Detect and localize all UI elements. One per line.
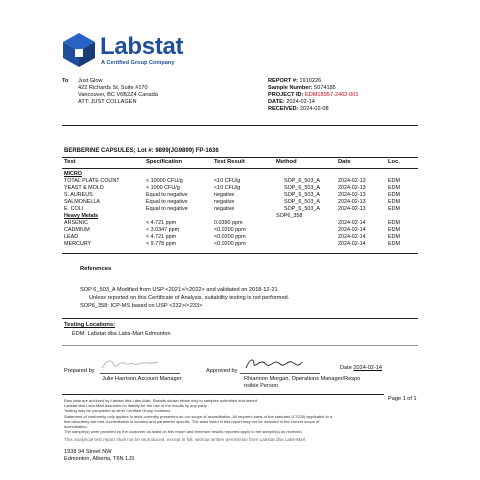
cell-date: 2024-02-13 bbox=[338, 206, 366, 212]
disclaimer bbox=[64, 398, 414, 434]
cell-loc: EDM bbox=[388, 220, 400, 226]
cell-loc: EDM bbox=[388, 199, 400, 205]
cell-loc: EDM bbox=[388, 185, 400, 191]
header-loc: Loc. bbox=[388, 159, 400, 165]
prepared-signature-line bbox=[100, 373, 180, 374]
references-list bbox=[80, 286, 289, 310]
cell-result: <0.0200 ppm bbox=[214, 227, 246, 233]
cell-date: 2024-02-13 bbox=[338, 199, 366, 205]
recipient-line: Just Glow bbox=[78, 78, 103, 84]
cell-test: MERCURY bbox=[64, 241, 92, 247]
table-top-rule bbox=[62, 157, 418, 158]
divider bbox=[62, 394, 384, 395]
cell-test: SALMONELLA bbox=[64, 199, 100, 205]
cell-method: SOP_6_503_A bbox=[284, 185, 320, 191]
reference-line: SOP 6_503_A Modified from USP <2021>/<2022> and validated on 2018-12-21 bbox=[80, 287, 278, 293]
cell-result: negative bbox=[214, 192, 235, 198]
cell-test: YEAST & MOLD bbox=[64, 185, 104, 191]
table-bottom-rule bbox=[62, 253, 418, 254]
table-row bbox=[64, 192, 416, 199]
cell-loc: EDM bbox=[388, 178, 400, 184]
testing-location-line: EDM: Labstat dba Labs-Mart Edmonton bbox=[72, 331, 171, 337]
prepared-signature-image bbox=[100, 356, 160, 372]
cell-result: <0.0200 ppm bbox=[214, 241, 246, 247]
cell-spec: < 3.0347 ppm bbox=[146, 227, 180, 233]
header-method: Method bbox=[276, 159, 297, 165]
recipient-line: ATT: JUST COLLAGEN bbox=[78, 98, 137, 105]
signature-date bbox=[340, 365, 382, 372]
cell-method: SOP_6_503_A bbox=[284, 199, 320, 205]
cell-result: negative bbox=[214, 206, 235, 212]
logo-wordmark: Labstat bbox=[100, 33, 184, 60]
header-date: Date bbox=[338, 159, 351, 165]
disclaimer-line: Statement of conformity only applies to tests currently presented on our scope of accreditation. All required parts of the standard (17025) applicable to a bbox=[64, 413, 333, 419]
table-row bbox=[64, 241, 416, 248]
page-number: Page 1 of 1 bbox=[388, 396, 417, 402]
cell-date: 2024-02-14 bbox=[338, 220, 366, 226]
cell-test: LEAD bbox=[64, 234, 79, 240]
table-header bbox=[64, 159, 416, 166]
cell-spec: < 9.778 ppm bbox=[146, 241, 177, 247]
cell-date: 2024-02-13 bbox=[338, 185, 366, 191]
project-id-label: PROJECT ID: bbox=[268, 91, 304, 98]
received-label: RECEIVED: bbox=[268, 105, 299, 112]
cell-loc: EDM bbox=[388, 234, 400, 240]
reference-line: Unless reported on this Certificate of Analysis, suitability testing is not performed. bbox=[89, 295, 290, 301]
cell-result: 0.0390 ppm bbox=[214, 220, 243, 226]
section-heavy-metals: Heavy Metals bbox=[64, 213, 99, 219]
approved-name-line-2: nsible Person bbox=[244, 382, 278, 389]
report-number-label: REPORT #: bbox=[268, 78, 298, 84]
cell-spec: Equal to negative bbox=[146, 192, 188, 198]
section-heavy-metals-row bbox=[64, 213, 416, 220]
disclaimer-line: The sample(s) were provided by the customer as listed on this report and therefore results reported apply to the sample(s) as received. bbox=[64, 429, 303, 435]
sample-number-label: Sample Number: bbox=[268, 84, 313, 91]
reproduction-note: This analytical test report shall not be reproduced, except in full, without written permission from Labstat dba Labs-Mart bbox=[64, 437, 306, 442]
references-title: References bbox=[80, 266, 112, 272]
disclaimer-line: Labstat dba Labs-Mart assumes no liability for the use of the results by any party. bbox=[64, 403, 208, 409]
cell-test: ARSENIC bbox=[64, 220, 88, 226]
approved-by-name bbox=[244, 376, 360, 390]
cell-spec: Equal to negative bbox=[146, 199, 188, 205]
prepared-by-label: Prepared by bbox=[64, 368, 95, 374]
approved-name-line-1: Rhiannon Morgan, Operations Manager/Respo bbox=[244, 376, 361, 382]
prepared-by-name: Julie Harrison,Account Manager bbox=[102, 376, 182, 382]
table-row bbox=[64, 199, 416, 206]
project-id: EDM18957-2402-001 bbox=[305, 91, 359, 98]
cell-loc: EDM bbox=[388, 227, 400, 233]
disclaimer-line: accreditation. bbox=[64, 424, 88, 430]
disclaimer-line: Raw data are archived by Labstat dba Labs-Mart. Results shown relate only to samples submitted and tested. bbox=[64, 398, 259, 403]
table-header-rule bbox=[62, 168, 418, 169]
footer-address-line: 1938 94 Street NW bbox=[64, 449, 112, 455]
header-test-result: Test Result bbox=[214, 159, 245, 165]
report-info bbox=[268, 78, 359, 113]
cell-date: 2024-02-13 bbox=[338, 178, 366, 184]
cell-spec: < 10000 CFU/g bbox=[146, 178, 183, 184]
footer-address bbox=[64, 449, 134, 463]
cell-date: 2024-02-13 bbox=[338, 192, 366, 198]
disclaimer-line: Testing may be completed at other Certified Group locations. bbox=[64, 408, 172, 414]
logo-tagline: A Certified Group Company bbox=[101, 60, 175, 66]
approved-signature-image bbox=[244, 354, 304, 372]
header-specification: Specification bbox=[146, 159, 183, 165]
date-label: DATE: bbox=[268, 98, 285, 105]
section-micro: MICRO bbox=[64, 171, 82, 177]
cell-result: negative bbox=[214, 199, 235, 205]
cell-spec: < 1000 CFU/g bbox=[146, 185, 180, 191]
labstat-logo bbox=[62, 30, 202, 70]
footer-address-line: Edmonton, Alberta, T6N 1J3 bbox=[64, 455, 135, 462]
recipient-line: 422 Richards St, Suite #170 bbox=[78, 84, 148, 91]
cell-spec: < 4.721 ppm bbox=[146, 220, 177, 226]
cell-loc: EDM bbox=[388, 192, 400, 198]
divider bbox=[62, 125, 418, 126]
report-number: 1910226 bbox=[299, 78, 322, 84]
table-row bbox=[64, 234, 416, 241]
cell-method: SOP_6_503_A bbox=[284, 178, 320, 184]
sample-number: 5074185 bbox=[314, 84, 336, 91]
divider bbox=[62, 345, 418, 346]
cell-loc: EDM bbox=[388, 241, 400, 247]
cell-result: <10 CFU/g bbox=[214, 185, 241, 191]
cell-test: E. COLI bbox=[64, 206, 84, 212]
reference-line: SOP6_358: ICP-MS based on USP <232>/<233> bbox=[80, 303, 203, 309]
cell-test: TOTAL PLATE COUNT bbox=[64, 178, 120, 184]
cell-result: <10 CFU/g bbox=[214, 178, 241, 184]
cell-method: SOP_6_503_A bbox=[284, 192, 320, 198]
table-row bbox=[64, 220, 416, 227]
cell-test: CADMIUM bbox=[64, 227, 90, 233]
table-row bbox=[64, 178, 416, 185]
approved-signature-line bbox=[240, 373, 320, 374]
header-test: Test bbox=[64, 159, 76, 165]
to-label: To bbox=[62, 78, 69, 84]
disclaimer-line: test laboratory are met. Accreditation is location and parameter specific. The tests listed in this report may not be included in the current scope of bbox=[64, 418, 320, 424]
heavy-metals-method: SOP6_358 bbox=[276, 213, 303, 219]
cell-spec: Equal to negative bbox=[146, 206, 188, 212]
cell-loc: EDM bbox=[388, 206, 400, 212]
table-row bbox=[64, 206, 416, 213]
report-date: 2024-02-14 bbox=[286, 98, 315, 105]
table-row bbox=[64, 227, 416, 234]
signature-date-value: 2024-02-14 bbox=[353, 365, 383, 371]
cell-test: S. AUREUS bbox=[64, 192, 93, 198]
labstat-cube-icon bbox=[62, 32, 96, 68]
table-row bbox=[64, 185, 416, 192]
divider bbox=[62, 318, 418, 319]
signature-date-label: Date bbox=[340, 365, 352, 371]
cell-date: 2024-02-14 bbox=[338, 241, 366, 247]
cell-method: SOP_6_503_A bbox=[284, 206, 320, 212]
product-line: BERBERINE CAPSULES; Lot #: 9899(JG9899) FP-1636 bbox=[64, 148, 219, 154]
recipient-line: Vancouver, BC V6B2Z4 Canada bbox=[78, 91, 158, 98]
received-date: 2024-02-08 bbox=[300, 105, 329, 112]
recipient-address bbox=[78, 78, 158, 106]
cell-date: 2024-02-14 bbox=[338, 227, 366, 233]
cell-date: 2024-02-14 bbox=[338, 234, 366, 240]
cell-spec: < 4.721 ppm bbox=[146, 234, 177, 240]
testing-locations-title: Testing Locations: bbox=[64, 322, 116, 328]
cell-result: <0.0200 ppm bbox=[214, 234, 246, 240]
approved-by-label: Approved by bbox=[206, 368, 238, 374]
